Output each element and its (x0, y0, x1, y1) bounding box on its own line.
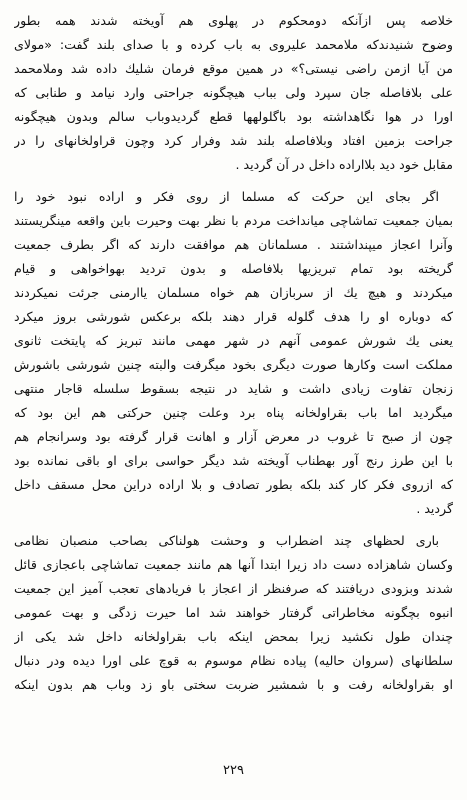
text-line: خلاصه پس ازآنکه دومحکوم در پهلوی هم آویخته شدند همه بطور (14, 13, 453, 28)
text-line: جراحت بزمین افتاد وبلافاصله بلند شد وفرار کرد وچون قراولخانهای را در (14, 133, 453, 148)
text-line: انبوه بچگونه مخاطراتی گرفتار خواهند شد اما حیرت زدگی و بهت عمومی (14, 605, 453, 620)
text-line: سلطانهای (سروان حالیه) پیاده نظام موسوم به قوچ علی اورا دیده ودر دنبال (14, 653, 453, 668)
text-line: زنجان تفاوت زیادی داشت و شاید در نتیجه بسقوط سلسله قاجار منتهی (14, 381, 453, 396)
text-line: اورا در هوا نگاهداشته بود باگلولهها قطع گردیدوباب سالم وبدون هیچگونه (14, 109, 453, 124)
page-number: ۲۲۹ (223, 763, 244, 778)
text-line: وضوح شنیدندکه ملامحمد علیروی به باب کرده و با صدای بلند گفت: «مولای (14, 37, 453, 52)
text-line: شدند وبزودی دریافتند که صرفنظر از اعجاز با فریادهای تعجب آمیز این جمعیت (14, 581, 453, 596)
text-line: اگر بجای این حرکت که مسلما از روی فکر و اراده نبود خود را (14, 189, 439, 204)
text-line: چندان طول نکشید زیرا بمحض اینکه باب بقراولخانه داخل شد یکی از (14, 629, 453, 644)
text-line: وکسان شاهزاده دست داد زیرا ابتدا آنها هم مانند جمعیت تماشاچی باعجازی قائل (14, 557, 453, 572)
text-line: مملکت است وکارها صورت دیگری بخود میگرفت والبته چنین شورشی باشورش (14, 357, 453, 372)
body-text (14, 9, 453, 697)
text-line: باری لحظهای چند اضطراب و وحشت هولناکی بصاحب منصبان نظامی (14, 533, 439, 548)
text-line: بمیان جمعیت تماشاچی میانداخت مردم با نظر بهت وحیرت باین واقعه مینگریستند (14, 213, 453, 228)
text-line: میکردند و هیچ یك از سربازان هم خواه مسلمان یاارمنی جرئت نمیکردند (14, 285, 453, 300)
text-line: که دوباره او را هدف گلوله قرار دهند بلکه برعکس شورشی بروز میکرد (14, 309, 453, 324)
text-line: علی بلافاصله جان سپرد ولی بباب هیچگونه جراحتی وارد نیامد و طنابی که (14, 85, 453, 100)
text-line: من آیا ازمن راضی نیستی؟» در همین موقع فرمان شلیك داده شد وملامحمد (14, 61, 453, 76)
text-line: وآنرا اعجاز میپنداشتند . مسلمانان هم موافقت دارند که اگر بطرف جمعیت (14, 237, 453, 252)
text-line: یعنی یك شورش عمومی آنهم در شهر مهمی مانند تبریز که پایتخت ثانوی (14, 333, 453, 348)
text-line: با این طرز رنج آور بهطناب آویخته شد دیگر حواسی برای او باقی نمانده بود (14, 453, 453, 468)
text-line: میگردید اما باب بقراولخانه پناه برد وعلت چنین حرکتی هم این بود که (14, 405, 453, 420)
paragraph-gap (14, 177, 453, 185)
text-line: گردید . (416, 501, 453, 516)
text-line: چون از صبح تا غروب در معرض آزار و اهانت قرار گرفته بود وسرانجام هم (14, 429, 453, 444)
text-line: که ازروی فکر کار کند بلکه بطور تصادف و بلا اراده دراین محل مسقف داخل (14, 477, 453, 492)
text-line: گریخته بود تمام تبریزیها بلافاصله و بدون تردید بهواخواهی و قیام (14, 261, 453, 276)
text-line: مقابل خود دید بلااراده داخل در آن گردید . (235, 157, 453, 172)
text-line: او بقراولخانه رفت و با شمشیر ضربت سختی باو زد وباب هم بدون اینکه (14, 677, 453, 692)
paragraph-gap (14, 521, 453, 529)
